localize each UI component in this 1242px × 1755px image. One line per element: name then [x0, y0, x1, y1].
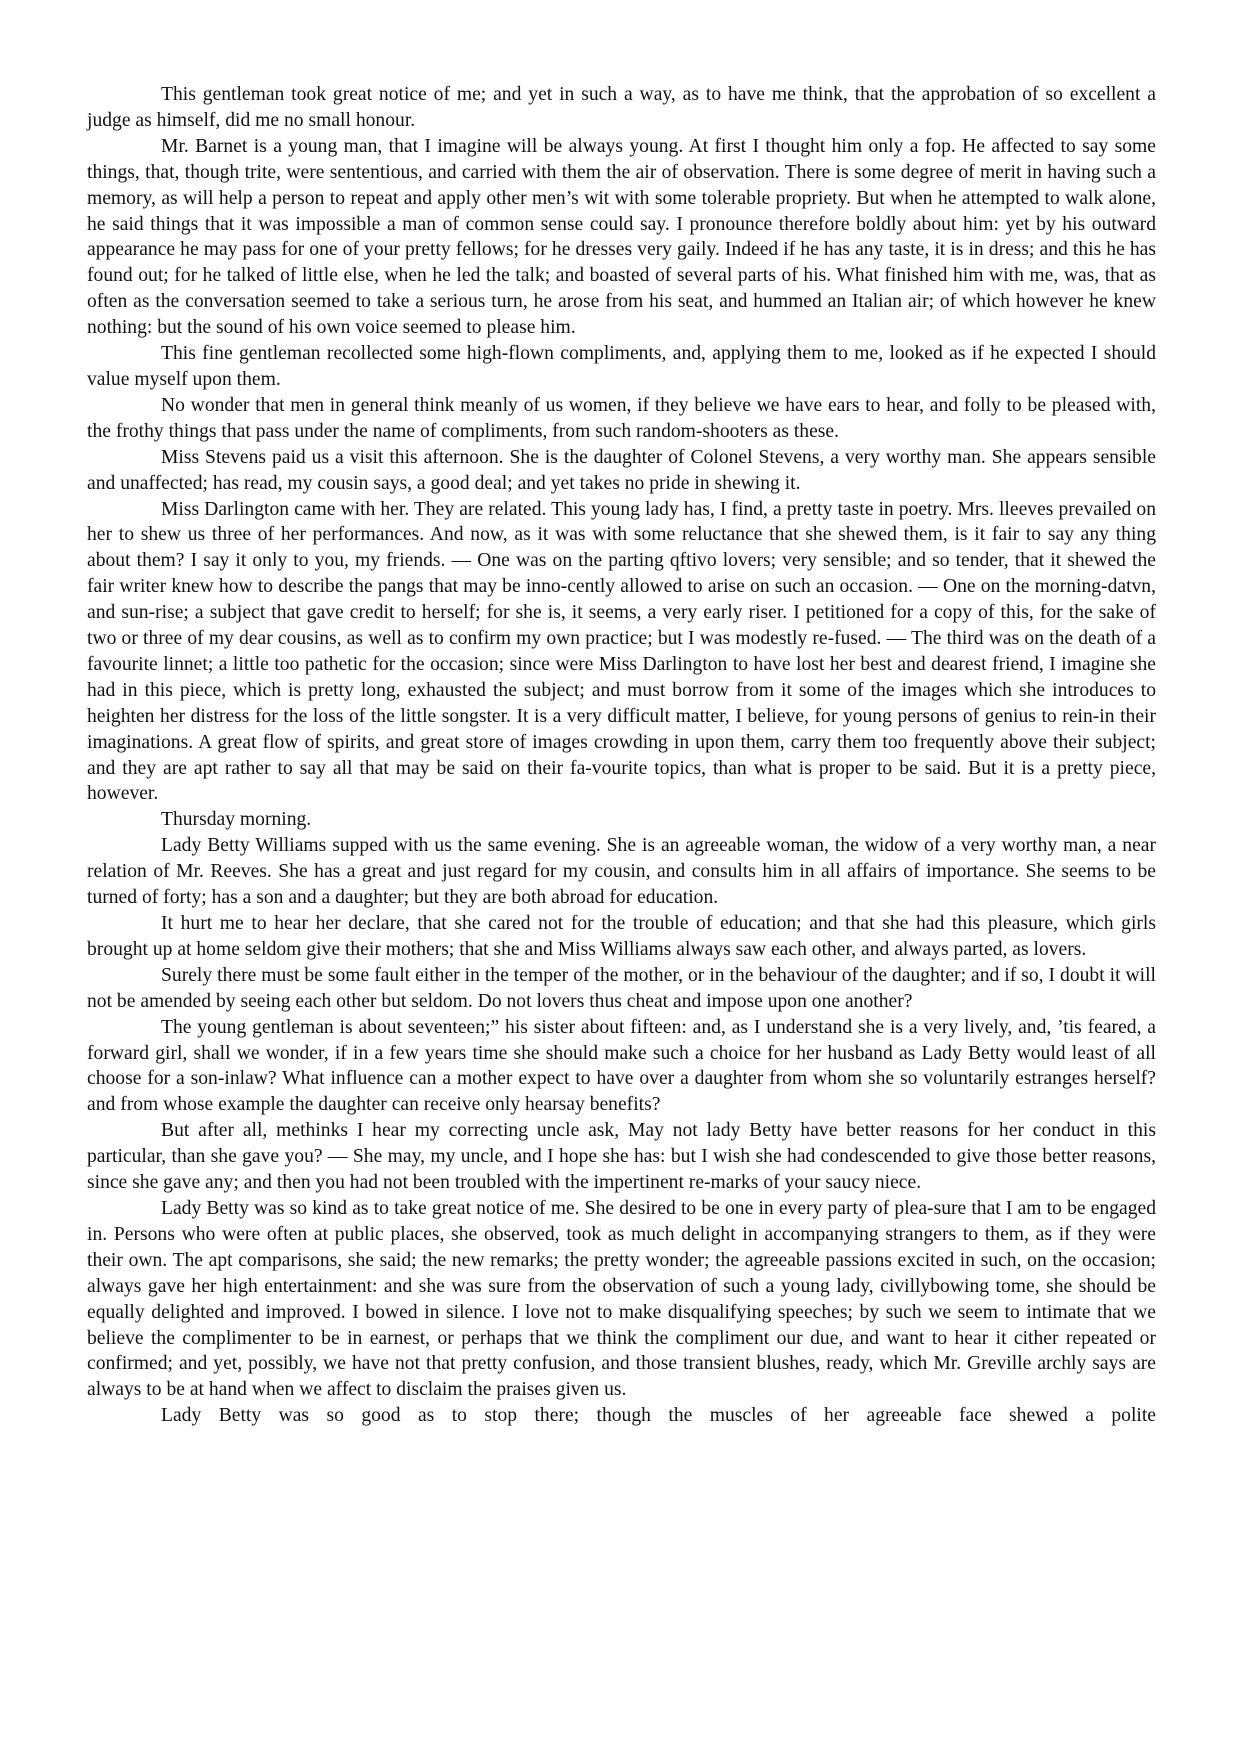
paragraph: Lady Betty was so kind as to take great notice of me. She desired to be one in every party of plea-sure that I am to be engaged in. Persons who were often at public places, she observed, took as much delight in accompanying strangers to them, as if they were their own. The apt comparisons, she said; the new remarks; the pretty wonder; the agreeable passions excited in such, on the occasion; always gave her high entertainment: and she was sure from the observation of such a young lady, civillybowing tome, she should be equally delighted and improved. I bowed in silence. I love not to make disqualifying speeches; by such we seem to intimate that we believe the complimenter to be in earnest, or perhaps that we think the compliment our due, and want to hear it cither repeated or confirmed; and yet, possibly, we have not that pretty confusion, and those transient blushes, ready, which Mr. Greville archly says are always to be at hand when we affect to disclaim the praises given us.: [87, 1197, 1156, 1401]
paragraph: It hurt me to hear her declare, that she cared not for the trouble of education; and that she had this pleasure, which girls brought up at home seldom give their mothers; that she and Miss Williams always saw each other, and always parted, as lovers.: [87, 913, 1156, 960]
paragraph: Mr. Barnet is a young man, that I imagine will be always young. At first I thought him only a fop. He affected to say some things, that, though trite, were sententious, and carried with them the air of observation. There is some degree of merit in having such a memory, as will help a person to repeat and apply other men’s wit with some tolerable propriety. But when he attempted to walk alone, he said things that it was impossible a man of common sense could say. I pronounce therefore boldly about him: yet by his outward appearance he may pass for one of your pretty fellows; for he dresses very gaily. Indeed if he has any taste, it is in dress; and this he has found out; for he talked of little else, when he led the talk; and boasted of several parts of his. What finished him with me, was, that as often as the conversation seemed to take a serious turn, he arose from his seat, and hummed an Italian air; of which however he knew nothing: but the sound of his own voice seemed to please him.: [87, 135, 1156, 339]
paragraph: Miss Darlington came with her. They are related. This young lady has, I find, a pretty taste in poetry. Mrs. lleeves prevailed on her to shew us three of her performances. And now, as it was with some reluctance that she shewed them, is it fair to say any thing about them? I say it only to you, my friends. — One was on the parting qftivo lovers; very sensible; and so tender, that it shewed the fair writer knew how to describe the pangs that may be inno-cently allowed to arise on such an occasion. — One on the morning-datvn, and sun-rise; a subject that gave credit to herself; for she is, it seems, a very early riser. I petitioned for a copy of this, for the sake of two or three of my dear cousins, as well as to confirm my own practice; but I was modestly re-fused. — The third was on the death of a favourite linnet; a little too pathetic for the occasion; since were Miss Darlington to have lost her best and dearest friend, I imagine she had in this piece, which is pretty long, exhausted the subject; and must borrow from it some of the images which she introduces to heighten her distress for the loss of the little songster. It is a very difficult matter, I believe, for young persons of genius to rein-in their imaginations. A great flow of spirits, and great store of images crowding in upon them, carry them too frequently above their subject; and they are apt rather to say all that may be said on their fa-vourite topics, than what is proper to be said. But it is a pretty piece, however.: [87, 498, 1156, 805]
paragraph-continued: Lady Betty was so good as to stop there; though the muscles of her agreeable face shewed a polite: [161, 1405, 1156, 1427]
paragraph: Lady Betty Williams supped with us the same evening. She is an agreeable woman, the widow of a very worthy man, a near relation of Mr. Reeves. She has a great and just regard for my cousin, and consults him in all affairs of importance. She seems to be turned of forty; has a son and a daughter; but they are both abroad for education.: [87, 835, 1156, 909]
paragraph: This fine gentleman recollected some high-flown compliments, and, applying them to me, looked as if he expected I should value myself upon them.: [87, 343, 1156, 390]
paragraph: Surely there must be some fault either in the temper of the mother, or in the behaviour of the daughter; and if so, I doubt it will not be amended by seeing each other but seldom. Do not lovers thus cheat and impose upon one another?: [87, 964, 1156, 1012]
paragraph: The young gentleman is about seventeen;” his sister about fifteen: and, as I understand she is a very lively, and, ’tis feared, a forward girl, shall we wonder, if in a few years time she should make such a choice for her husband as Lady Betty would least of all choose for a son-inlaw? What influence can a mother expect to have over a daughter from whom she so voluntarily estranges herself? and from whose example the daughter can receive only hearsay benefits?: [87, 1016, 1156, 1116]
paragraph: This gentleman took great notice of me; and yet in such a way, as to have me think, that the approbation of so excellent a judge as himself, did me no small honour.: [87, 84, 1156, 131]
paragraph: No wonder that men in general think meanly of us women, if they believe we have ears to hear, and folly to be pleased with, the frothy things that pass under the name of compliments, from such random-shooters as these.: [87, 394, 1156, 442]
document-page: [87, 82, 1156, 1429]
paragraph: Miss Stevens paid us a visit this afternoon. She is the daughter of Colonel Stevens, a very worthy man. She appears sensible and unaffected; has read, my cousin says, a good deal; and yet takes no pride in shewing it.: [87, 446, 1156, 494]
dateline: Thursday morning.: [161, 809, 312, 831]
paragraph: But after all, methinks I hear my correcting uncle ask, May not lady Betty have better reasons for her conduct in this particular, than she gave you? — She may, my uncle, and I hope she has: but I wish she had condescended to give those better reasons, since she gave any; and then you had not been troubled with the impertinent re-marks of your saucy niece.: [87, 1120, 1156, 1194]
